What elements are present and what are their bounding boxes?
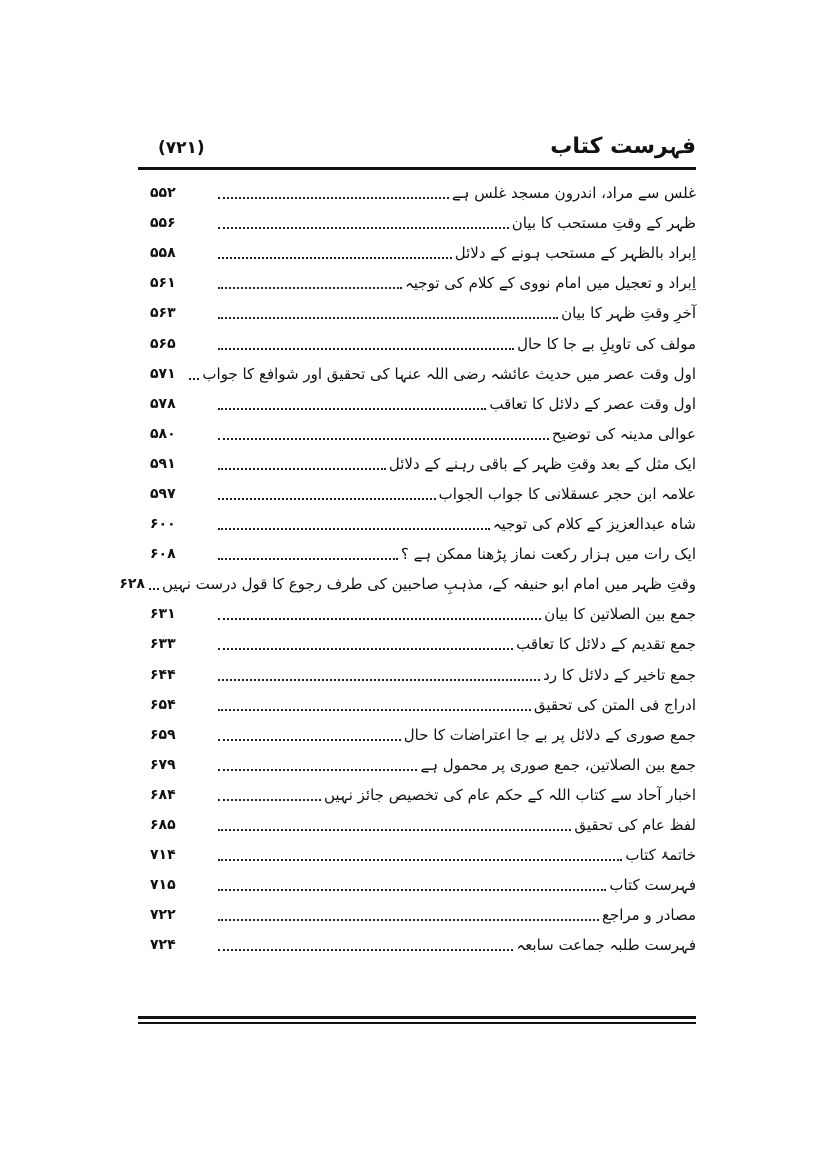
toc-entry-title: جمع بین الصلاتین، جمع صوری پر محمول ہے [420, 755, 696, 774]
toc-entry-title: جمع تاخیر کے دلائل کا رد [543, 665, 696, 684]
toc-entry-title: جمع بین الصلاتین کا بیان [544, 605, 696, 624]
toc-entry-title: فہرست طلبہ جماعت سابعہ [516, 936, 696, 955]
toc-entry-title: مصادر و مراجع [601, 906, 696, 925]
toc-entry-title: آخرِ وقتِ ظہر کا بیان [561, 304, 696, 323]
dot-leader [218, 528, 490, 530]
toc-entry-page: ۵۹۷ [150, 485, 176, 502]
toc-entry [150, 419, 696, 449]
toc-entry [150, 870, 696, 900]
toc-entry [150, 720, 696, 750]
toc-entry-page: ۵۵۲ [150, 185, 176, 202]
toc-entry-page: ۶۳۱ [150, 606, 176, 623]
toc-entry [150, 900, 696, 930]
toc-entry-page: ۵۵۶ [150, 215, 176, 232]
dot-leader [218, 408, 486, 410]
table-of-contents [119, 178, 696, 960]
dot-leader [218, 257, 452, 259]
toc-entry [150, 359, 696, 389]
dot-leader [218, 919, 599, 921]
dot-leader [218, 949, 513, 951]
dot-leader [218, 348, 514, 350]
dot-leader [218, 859, 622, 861]
dot-leader [218, 317, 558, 319]
toc-entry-page: ۵۶۵ [150, 335, 176, 352]
toc-entry-title: اِبراد بالظہر کے مستحب ہونے کے دلائل [454, 244, 696, 263]
toc-entry [150, 629, 696, 659]
toc-entry-title: اِبراد و تعجیل میں امام نووی کے کلام کی توجیہ [404, 274, 696, 293]
toc-entry-page: ۶۳۳ [150, 636, 176, 653]
toc-entry [150, 328, 696, 358]
dot-leader [218, 799, 321, 801]
toc-entry-page: ۵۷۱ [150, 365, 176, 382]
toc-entry-title: خاتمۂ کتاب [625, 846, 696, 865]
dot-leader [218, 498, 436, 500]
toc-entry-title: علامہ ابن حجر عسقلانی کا جواب الجواب [438, 484, 696, 503]
toc-entry-title: اول وقت عصر میں حدیث عائشہ رضی اللہ عنہا کی تحقیق اور شوافع کا جواب [202, 364, 696, 383]
dot-leader [218, 739, 401, 741]
toc-entry-title: ایک مثل کے بعد وقتِ ظہر کے باقی رہنے کے دلائل [388, 454, 696, 473]
toc-entry-title: مولف کی تاویلِ بے جا کا حال [517, 334, 696, 353]
toc-entry [150, 298, 696, 328]
dot-leader [218, 468, 386, 470]
toc-entry-page: ۶۷۹ [150, 756, 176, 773]
toc-entry-page: ۷۱۴ [150, 847, 176, 864]
running-title: فہرست کتاب [550, 134, 696, 159]
dot-leader [218, 709, 531, 711]
header-rule [138, 167, 696, 170]
toc-entry-title: ایک رات میں ہزار رکعت نماز پڑھنا ممکن ہے ؟ [400, 545, 696, 564]
page-header [138, 128, 696, 168]
toc-entry [150, 750, 696, 780]
toc-entry [150, 930, 696, 960]
dot-leader [218, 829, 571, 831]
toc-entry-page: ۵۷۸ [150, 395, 176, 412]
toc-entry-page: ۵۸۰ [150, 425, 176, 442]
toc-entry [150, 268, 696, 298]
toc-entry-title: ادراج فی المتن کی تحقیق [533, 695, 696, 714]
footer-rule-bottom [138, 1022, 696, 1024]
toc-entry-title: ظہر کے وقتِ مستحب کا بیان [511, 214, 696, 233]
footer-rule-top [138, 1016, 696, 1019]
toc-entry-title: فہرست کتاب [609, 876, 696, 895]
toc-entry [150, 178, 696, 208]
dot-leader [218, 648, 513, 650]
toc-entry-title: جمع صوری کے دلائل پر بے جا اعتراضات کا حال [403, 725, 696, 744]
toc-entry [150, 690, 696, 720]
dot-leader [218, 889, 606, 891]
toc-entry-page: ۶۵۹ [150, 726, 176, 743]
toc-entry [150, 509, 696, 539]
toc-entry [150, 599, 696, 629]
toc-entry-page: ۶۲۸ [119, 576, 145, 593]
toc-entry-page: ۵۶۳ [150, 305, 176, 322]
toc-entry-title: جمع تقدیم کے دلائل کا تعاقب [516, 635, 696, 654]
dot-leader [218, 679, 540, 681]
toc-entry-page: ۷۲۴ [150, 937, 176, 954]
toc-entry-page: ۶۰۸ [150, 546, 176, 563]
toc-entry [150, 479, 696, 509]
toc-entry [150, 238, 696, 268]
dot-leader [218, 438, 549, 440]
toc-entry [150, 810, 696, 840]
toc-entry [150, 208, 696, 238]
toc-entry-page: ۶۰۰ [150, 516, 176, 533]
toc-entry-page: ۶۵۴ [150, 696, 176, 713]
toc-entry-title: غلس سے مراد، اندرون مسجد غلس ہے [451, 184, 696, 203]
toc-entry-title: لفظ عام کی تحقیق [574, 816, 696, 835]
toc-entry [150, 449, 696, 479]
toc-entry-title: وقتِ ظہر میں امام ابو حنیفہ کے، مذہبِ صاحبین کی طرف رجوع کا قول درست نہیں [161, 575, 696, 594]
dot-leader [189, 378, 199, 380]
toc-entry [150, 840, 696, 870]
toc-entry-page: ۵۹۱ [150, 455, 176, 472]
toc-entry-page: ۷۲۲ [150, 907, 176, 924]
dot-leader [218, 197, 449, 199]
dot-leader [218, 618, 541, 620]
toc-entry [119, 569, 696, 599]
toc-entry-title: شاہ عبدالعزیز کے کلام کی توجیہ [492, 515, 696, 534]
toc-entry [150, 389, 696, 419]
dot-leader [218, 287, 402, 289]
dot-leader [218, 227, 509, 229]
dot-leader [218, 769, 417, 771]
toc-entry-page: ۷۱۵ [150, 877, 176, 894]
toc-entry [150, 780, 696, 810]
toc-entry-page: ۶۴۴ [150, 666, 176, 683]
toc-entry-title: عوالی مدینہ کی توضیح [551, 424, 696, 443]
toc-entry [150, 660, 696, 690]
toc-entry-title: اول وقت عصر کے دلائل کا تعاقب [489, 394, 696, 413]
toc-entry-title: اخبار آحاد سے کتاب اللہ کے حکم عام کی تخصیص جائز نہیں [323, 785, 696, 804]
dot-leader [149, 588, 159, 590]
toc-entry-page: ۵۵۸ [150, 245, 176, 262]
dot-leader [218, 558, 398, 560]
toc-entry-page: ۵۶۱ [150, 275, 176, 292]
toc-entry [150, 539, 696, 569]
toc-entry-page: ۶۸۵ [150, 817, 176, 834]
page-number: (۷۲۱) [158, 138, 205, 158]
toc-entry-page: ۶۸۴ [150, 786, 176, 803]
